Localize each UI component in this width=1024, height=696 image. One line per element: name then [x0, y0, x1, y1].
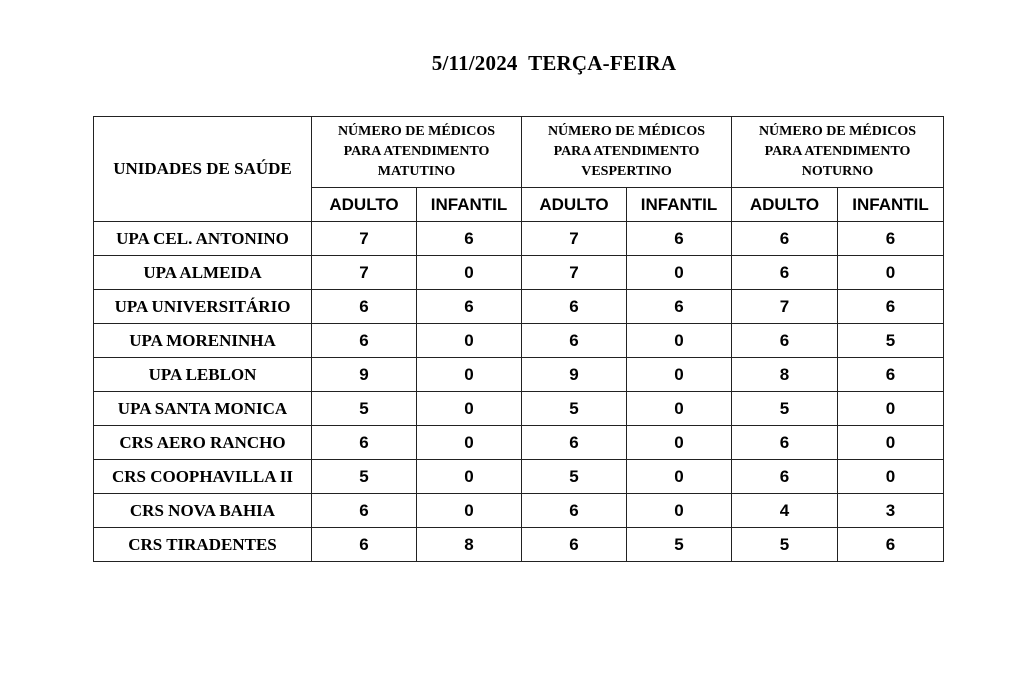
adult-count-cell: 7: [522, 256, 627, 290]
table-row: [94, 256, 944, 290]
unit-name-cell: UPA UNIVERSITÁRIO: [94, 290, 312, 324]
child-count-cell: 0: [627, 460, 732, 494]
adult-count-cell: 5: [312, 460, 417, 494]
child-count-cell: 0: [417, 426, 522, 460]
doctors-schedule-table: [93, 116, 944, 562]
table-row: [94, 426, 944, 460]
group-header-line: NÚMERO DE MÉDICOS: [758, 124, 917, 139]
child-count-cell: 0: [627, 392, 732, 426]
child-count-cell: 5: [627, 528, 732, 562]
adult-count-cell: 6: [732, 460, 838, 494]
child-count-cell: 5: [838, 324, 944, 358]
unit-name-cell: UPA CEL. ANTONINO: [94, 222, 312, 256]
child-count-cell: 6: [627, 222, 732, 256]
unit-name-cell: CRS AERO RANCHO: [94, 426, 312, 460]
adult-count-cell: 6: [312, 528, 417, 562]
unit-name-cell: CRS TIRADENTES: [94, 528, 312, 562]
adult-count-cell: 5: [732, 528, 838, 562]
table-row: [94, 494, 944, 528]
adult-column-header: ADULTO: [312, 188, 417, 222]
adult-column-header: ADULTO: [522, 188, 627, 222]
child-count-cell: 0: [627, 256, 732, 290]
adult-count-cell: 9: [312, 358, 417, 392]
afternoon-group-header: [522, 117, 732, 188]
unit-name-cell: UPA ALMEIDA: [94, 256, 312, 290]
child-column-header: INFANTIL: [627, 188, 732, 222]
child-count-cell: 0: [627, 324, 732, 358]
units-header: UNIDADES DE SAÚDE: [94, 117, 312, 222]
child-count-cell: 0: [627, 494, 732, 528]
adult-count-cell: 5: [522, 460, 627, 494]
table-row: [94, 358, 944, 392]
adult-count-cell: 6: [732, 256, 838, 290]
child-count-cell: 0: [417, 324, 522, 358]
adult-count-cell: 5: [312, 392, 417, 426]
group-header-line: NOTURNO: [801, 164, 874, 179]
table-row: [94, 324, 944, 358]
child-count-cell: 0: [417, 358, 522, 392]
adult-count-cell: 6: [522, 324, 627, 358]
child-count-cell: 0: [417, 256, 522, 290]
unit-name-cell: CRS COOPHAVILLA II: [94, 460, 312, 494]
adult-count-cell: 6: [732, 426, 838, 460]
unit-name-cell: UPA SANTA MONICA: [94, 392, 312, 426]
child-count-cell: 6: [838, 222, 944, 256]
adult-count-cell: 7: [522, 222, 627, 256]
adult-count-cell: 6: [312, 290, 417, 324]
adult-count-cell: 7: [732, 290, 838, 324]
child-count-cell: 3: [838, 494, 944, 528]
table-row: [94, 222, 944, 256]
group-header-line: NÚMERO DE MÉDICOS: [547, 124, 706, 139]
title-weekday: TERÇA-FEIRA: [528, 51, 677, 75]
child-count-cell: 6: [417, 222, 522, 256]
adult-count-cell: 7: [312, 256, 417, 290]
child-count-cell: 0: [627, 426, 732, 460]
group-header-line: MATUTINO: [377, 164, 456, 179]
child-count-cell: 0: [627, 358, 732, 392]
adult-column-header: ADULTO: [732, 188, 838, 222]
child-column-header: INFANTIL: [838, 188, 944, 222]
child-count-cell: 6: [838, 528, 944, 562]
child-count-cell: 6: [838, 290, 944, 324]
unit-name-cell: CRS NOVA BAHIA: [94, 494, 312, 528]
table-row: [94, 460, 944, 494]
table-row: [94, 528, 944, 562]
group-header-line: NÚMERO DE MÉDICOS: [337, 124, 496, 139]
child-column-header: INFANTIL: [417, 188, 522, 222]
unit-name-cell: UPA MORENINHA: [94, 324, 312, 358]
adult-count-cell: 9: [522, 358, 627, 392]
group-header-line: VESPERTINO: [581, 164, 672, 179]
table-row: [94, 392, 944, 426]
group-header-line: PARA ATENDIMENTO: [553, 144, 700, 159]
adult-count-cell: 6: [312, 494, 417, 528]
adult-count-cell: 5: [522, 392, 627, 426]
child-count-cell: 0: [838, 460, 944, 494]
child-count-cell: 6: [838, 358, 944, 392]
adult-count-cell: 6: [732, 324, 838, 358]
table-row: [94, 290, 944, 324]
child-count-cell: 8: [417, 528, 522, 562]
adult-count-cell: 5: [732, 392, 838, 426]
adult-count-cell: 6: [312, 426, 417, 460]
table-header-row: [94, 117, 944, 188]
morning-group-header: [312, 117, 522, 188]
unit-name-cell: UPA LEBLON: [94, 358, 312, 392]
child-count-cell: 0: [838, 392, 944, 426]
child-count-cell: 6: [627, 290, 732, 324]
adult-count-cell: 6: [522, 494, 627, 528]
adult-count-cell: 6: [522, 290, 627, 324]
adult-count-cell: 6: [522, 426, 627, 460]
table-body: [94, 222, 944, 562]
adult-count-cell: 6: [732, 222, 838, 256]
adult-count-cell: 6: [312, 324, 417, 358]
child-count-cell: 6: [417, 290, 522, 324]
adult-count-cell: 8: [732, 358, 838, 392]
adult-count-cell: 4: [732, 494, 838, 528]
child-count-cell: 0: [838, 256, 944, 290]
child-count-cell: 0: [838, 426, 944, 460]
child-count-cell: 0: [417, 392, 522, 426]
group-header-line: PARA ATENDIMENTO: [343, 144, 490, 159]
night-group-header: [732, 117, 944, 188]
child-count-cell: 0: [417, 494, 522, 528]
title-date: 5/11/2024: [431, 51, 518, 75]
child-count-cell: 0: [417, 460, 522, 494]
adult-count-cell: 7: [312, 222, 417, 256]
adult-count-cell: 6: [522, 528, 627, 562]
page-title: [0, 51, 1024, 76]
group-header-line: PARA ATENDIMENTO: [764, 144, 911, 159]
